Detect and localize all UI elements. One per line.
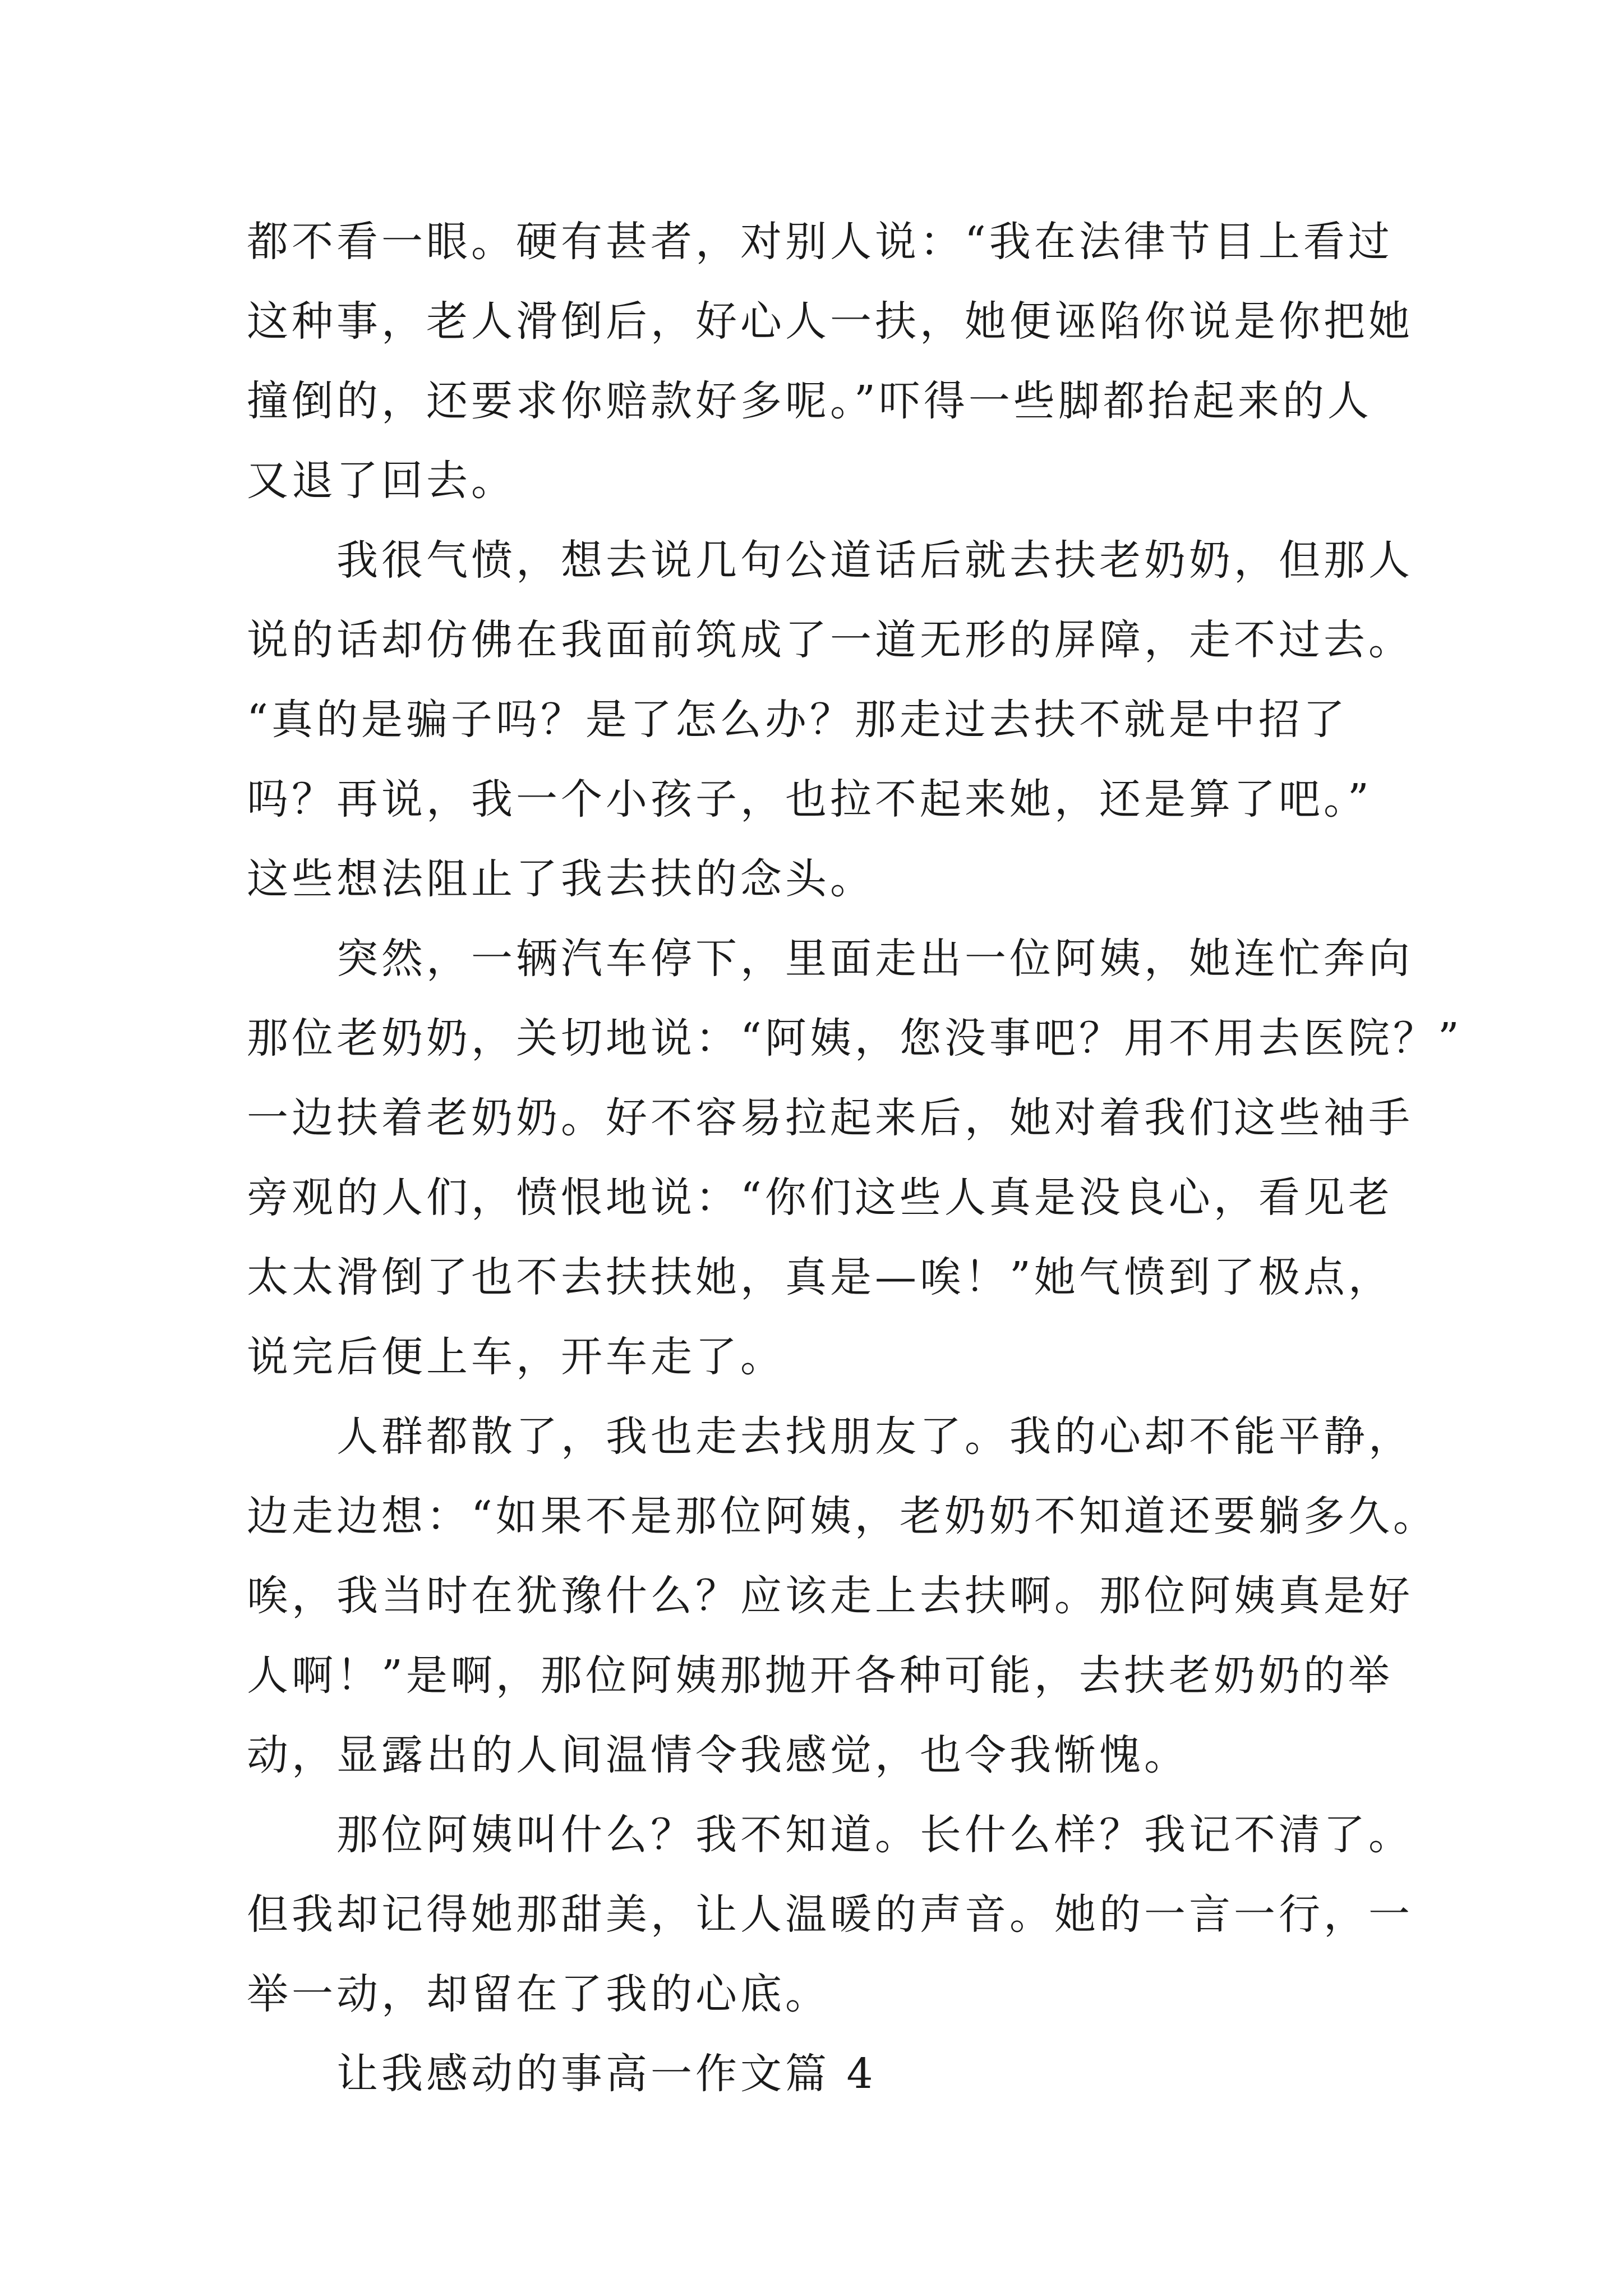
text-line: “真的是骗子吗？是了怎么办？那走过去扶不就是中招了 [247,696,1348,744]
text-line: 突然，一辆汽车停下，里面走出一位阿姨，她连忙奔向 [336,935,1413,983]
text-line: 人啊！”是啊，那位阿姨那抛开各种可能，去扶老奶奶的举 [247,1651,1393,1700]
text-line: 动，显露出的人间温情令我感觉，也令我惭愧。 [247,1731,1189,1779]
text-line: 这种事，老人滑倒后，好心人一扶，她便诬陷你说是你把她 [247,297,1413,346]
document-body [247,202,1463,2114]
text-line: 举一动，却留在了我的心底。 [247,1970,830,2018]
text-line: 说完后便上车，开车走了。 [247,1333,785,1381]
text-line: 那位阿姨叫什么？我不知道。长什么样？我记不清了。 [336,1811,1413,1859]
text-line: 那位老奶奶，关切地说：“阿姨，您没事吧？用不用去医院？” [247,1014,1463,1062]
text-line: 都不看一眼。硬有甚者，对别人说：“我在法律节目上看过 [247,218,1393,266]
text-line: 吗？再说，我一个小孩子，也拉不起来她，还是算了吧。” [247,775,1372,823]
text-line: 一边扶着老奶奶。好不容易拉起来后，她对着我们这些袖手 [247,1094,1413,1142]
text-line: 这些想法阻止了我去扶的念头。 [247,855,875,903]
text-line: 边走边想：“如果不是那位阿姨，老奶奶不知道还要躺多久。 [247,1492,1438,1540]
text-line: 人群都散了，我也走去找朋友了。我的心却不能平静， [336,1412,1413,1461]
text-line: 撞倒的，还要求你赔款好多呢。”吓得一些脚都抬起来的人 [247,377,1372,425]
text-line: 唉，我当时在犹豫什么？应该走上去扶啊。那位阿姨真是好 [247,1572,1413,1620]
text-line: 但我却记得她那甜美，让人温暖的声音。她的一言一行，一 [247,1890,1413,1939]
text-line: 又退了回去。 [247,457,516,505]
section-heading: 让我感动的事高一作文篇 4 [336,2050,877,2098]
text-line: 我很气愤，想去说几句公道话后就去扶老奶奶，但那人 [336,536,1413,585]
text-line: 太太滑倒了也不去扶扶她，真是—唉！”她气愤到了极点， [247,1253,1393,1301]
text-line: 说的话却仿佛在我面前筑成了一道无形的屏障，走不过去。 [247,616,1413,664]
text-line: 旁观的人们，愤恨地说：“你们这些人真是没良心，看见老 [247,1174,1393,1222]
